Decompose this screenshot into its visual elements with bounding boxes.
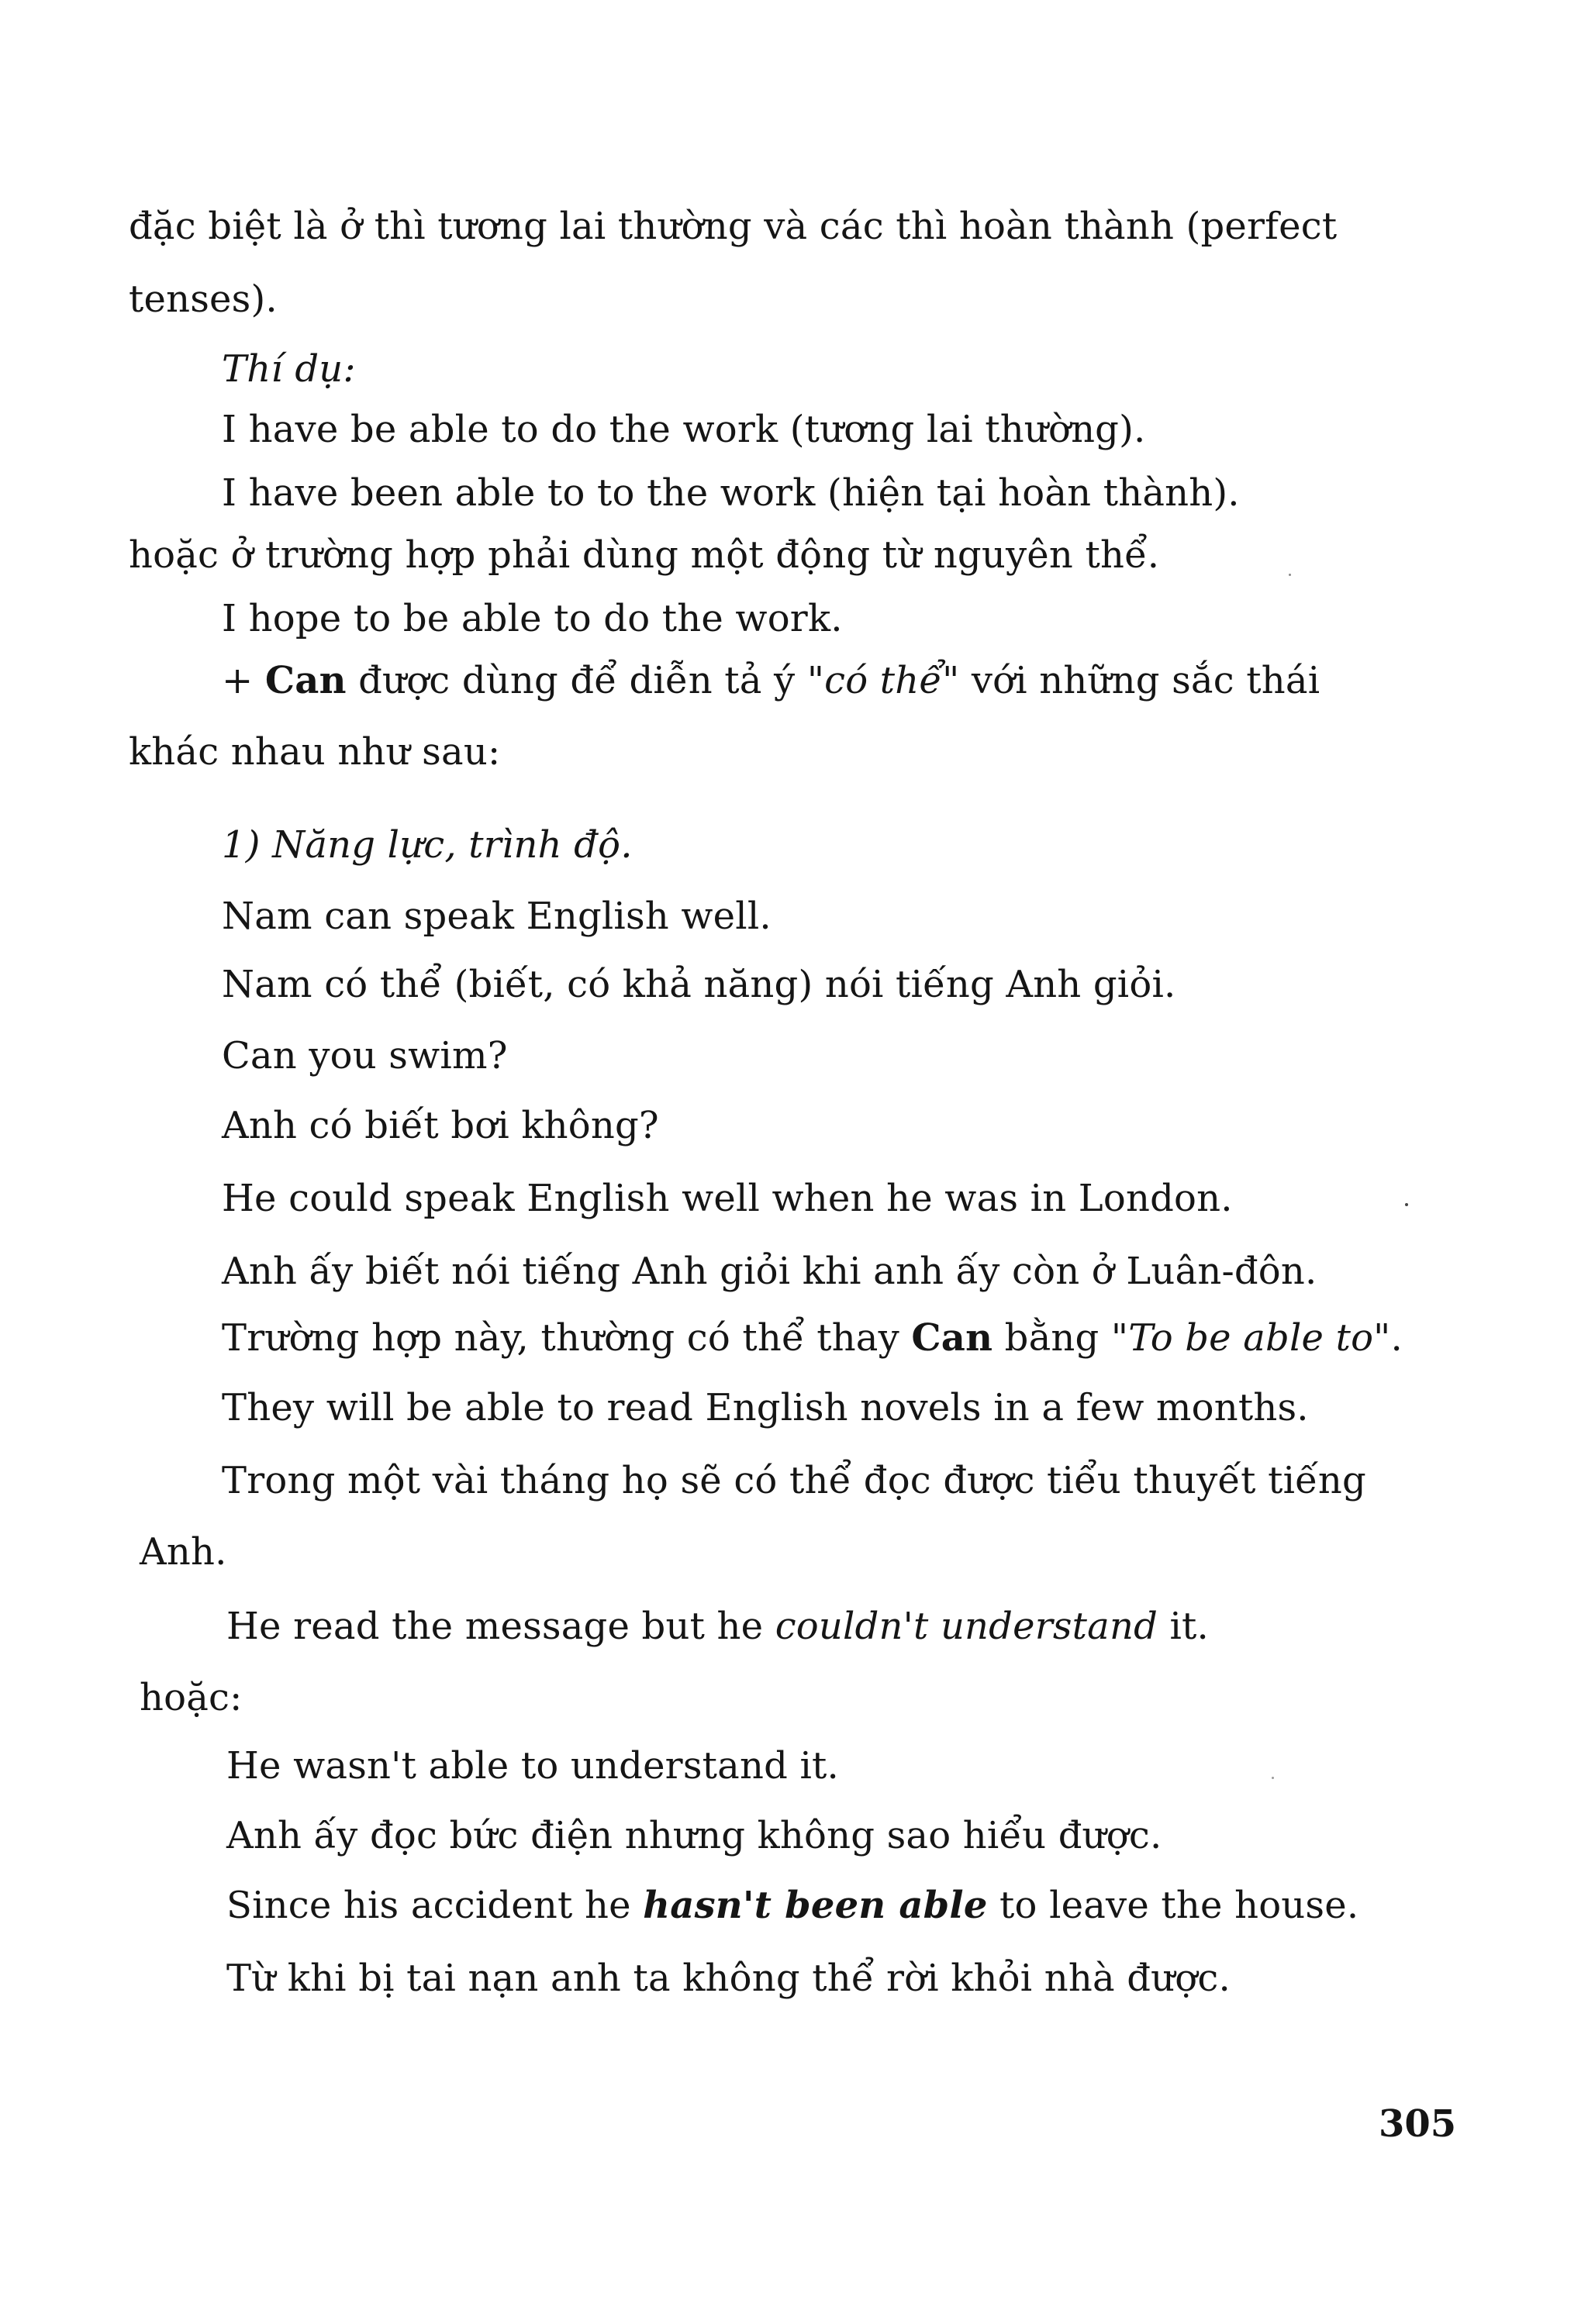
accident-suffix: to leave the house. (987, 1884, 1359, 1927)
section-heading-ability: 1) Năng lực, trình độ. (222, 823, 633, 867)
can-usage-suffix: với những sắc thái (959, 659, 1320, 702)
scan-speck (1289, 574, 1291, 576)
example-heading: Thí dụ: (222, 347, 356, 391)
text-line-7: I hope to be able to do the work. (222, 597, 843, 640)
text-line-4: I have be able to do the work (tương lai thường). (222, 408, 1146, 451)
text-line-1: đặc biệt là ở thì tương lai thường và các thì hoàn thành (perfect (129, 205, 1338, 248)
message-emphasis: couldn't understand (775, 1605, 1158, 1648)
message-line (226, 1603, 1209, 1650)
text-line-22: hoặc: (140, 1676, 243, 1719)
can-usage-middle: được dùng để diễn tả ý (346, 659, 807, 702)
text-line-14: Anh có biết bơi không? (222, 1104, 659, 1147)
can-usage-prefix: + (222, 659, 265, 702)
substitute-line (222, 1315, 1403, 1361)
text-line-26: Từ khi bị tai nạn anh ta không thể rời khỏi nhà được. (226, 1957, 1231, 2000)
text-line-20: Anh. (140, 1530, 227, 1574)
text-line-2: tenses). (129, 278, 278, 321)
substitute-quote: "To be able to" (1110, 1316, 1391, 1360)
page-number: 305 (1379, 2102, 1457, 2146)
can-keyword-2: Can (911, 1316, 993, 1360)
can-keyword: Can (264, 659, 347, 702)
text-line-19: Trong một vài tháng họ sẽ có thể đọc được tiểu thuyết tiếng (222, 1459, 1366, 1502)
substitute-middle: bằng (992, 1316, 1111, 1360)
message-prefix: He read the message but he (226, 1605, 775, 1648)
text-line-12: Nam có thể (biết, có khả năng) nói tiếng Anh giỏi. (222, 963, 1176, 1006)
text-line-5: I have been able to to the work (hiện tại hoàn thành). (222, 471, 1240, 515)
accident-emphasis: hasn't been able (643, 1884, 988, 1927)
message-suffix: it. (1158, 1605, 1210, 1648)
text-line-9: khác nhau như sau: (129, 730, 501, 774)
accident-prefix: Since his accident he (226, 1884, 644, 1927)
text-line-11: Nam can speak English well. (222, 895, 772, 938)
text-line-6: hoặc ở trường hợp phải dùng một động từ nguyên thể. (129, 533, 1160, 577)
substitute-prefix: Trường hợp này, thường có thể thay (222, 1316, 912, 1360)
text-line-18: They will be able to read English novels in a few months. (222, 1386, 1309, 1429)
text-line-24: Anh ấy đọc bức điện nhưng không sao hiểu được. (226, 1814, 1162, 1857)
text-line-23: He wasn't able to understand it. (226, 1744, 839, 1788)
can-usage-quote: "có thể" (806, 659, 960, 702)
scan-speck (1272, 1777, 1274, 1779)
can-usage-line (222, 657, 1320, 704)
text-line-13: Can you swim? (222, 1034, 508, 1078)
accident-line (226, 1882, 1358, 1929)
substitute-suffix: . (1390, 1316, 1403, 1360)
text-line-15: He could speak English well when he was in London. (222, 1177, 1233, 1220)
scan-speck (1405, 1203, 1408, 1206)
text-line-16: Anh ấy biết nói tiếng Anh giỏi khi anh ấy còn ở Luân-đôn. (222, 1250, 1317, 1293)
